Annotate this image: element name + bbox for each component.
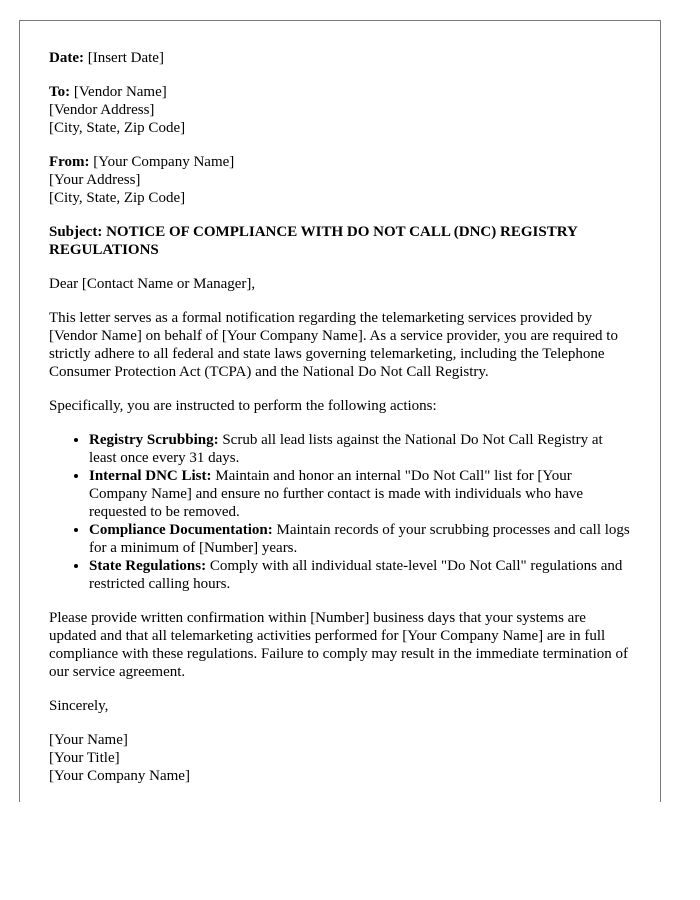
instruction-paragraph: Specifically, you are instructed to perform the following actions: bbox=[49, 398, 437, 414]
to-label: To: bbox=[49, 84, 71, 100]
action-title: Internal DNC List: bbox=[89, 468, 212, 484]
recipient-city: [City, State, Zip Code] bbox=[49, 120, 186, 136]
list-item bbox=[89, 557, 631, 593]
recipient-block bbox=[49, 83, 631, 137]
signoff: Sincerely, bbox=[49, 698, 109, 714]
signature-name: [Your Name] bbox=[49, 732, 128, 748]
intro-paragraph: This letter serves as a formal notification regarding the telemarketing services provided by [Vendor Name] on behalf of [Your Company Name]. As a service provider, you are required to strictly adhere to all federal and state laws governing telemarketing, including the Telephone Consumer Protection Act (TCPA) and the National Do Not Call Registry. bbox=[49, 310, 618, 380]
subject-text: NOTICE OF COMPLIANCE WITH DO NOT CALL (DNC) REGISTRY REGULATIONS bbox=[49, 224, 578, 258]
sender-name: [Your Company Name] bbox=[89, 154, 235, 170]
date-line bbox=[49, 49, 631, 67]
from-label: From: bbox=[49, 154, 90, 170]
action-title: State Regulations: bbox=[89, 558, 207, 574]
action-title: Registry Scrubbing: bbox=[89, 432, 219, 448]
action-text: Maintain and honor an internal "Do Not Call" list for [Your Company Name] and ensure no further contact is made with individuals who have requested to be removed. bbox=[89, 468, 584, 520]
signature-company: [Your Company Name] bbox=[49, 768, 190, 784]
sender-address: [Your Address] bbox=[49, 172, 141, 188]
actions-list bbox=[49, 431, 631, 593]
list-item bbox=[89, 521, 631, 557]
signature-title: [Your Title] bbox=[49, 750, 120, 766]
salutation: Dear [Contact Name or Manager], bbox=[49, 276, 256, 292]
action-title: Compliance Documentation: bbox=[89, 522, 273, 538]
action-text: Comply with all individual state-level "Do Not Call" regulations and restricted calling hours. bbox=[89, 558, 623, 592]
recipient-name: [Vendor Name] bbox=[70, 84, 167, 100]
action-text: Scrub all lead lists against the National Do Not Call Registry at least once every 31 days. bbox=[89, 432, 603, 466]
sender-block bbox=[49, 153, 631, 207]
date-value: [Insert Date] bbox=[83, 50, 164, 66]
subject-line bbox=[49, 223, 631, 259]
list-item bbox=[89, 431, 631, 467]
date-label: Date: bbox=[49, 50, 84, 66]
signature-block bbox=[49, 731, 631, 785]
recipient-name-line bbox=[49, 83, 631, 101]
subject-label: Subject: bbox=[49, 224, 103, 240]
sender-name-line bbox=[49, 153, 631, 171]
recipient-address: [Vendor Address] bbox=[49, 102, 155, 118]
sender-city: [City, State, Zip Code] bbox=[49, 190, 186, 206]
list-item bbox=[89, 467, 631, 521]
action-text: Maintain records of your scrubbing processes and call logs for a minimum of [Number] years. bbox=[89, 522, 630, 556]
letter-page bbox=[19, 20, 661, 802]
closing-paragraph: Please provide written confirmation within [Number] business days that your systems are updated and that all telemarketing activities performed for [Your Company Name] are in full compliance with these regulations. Failure to comply may result in the immediate termination of our service agreement. bbox=[49, 610, 629, 680]
